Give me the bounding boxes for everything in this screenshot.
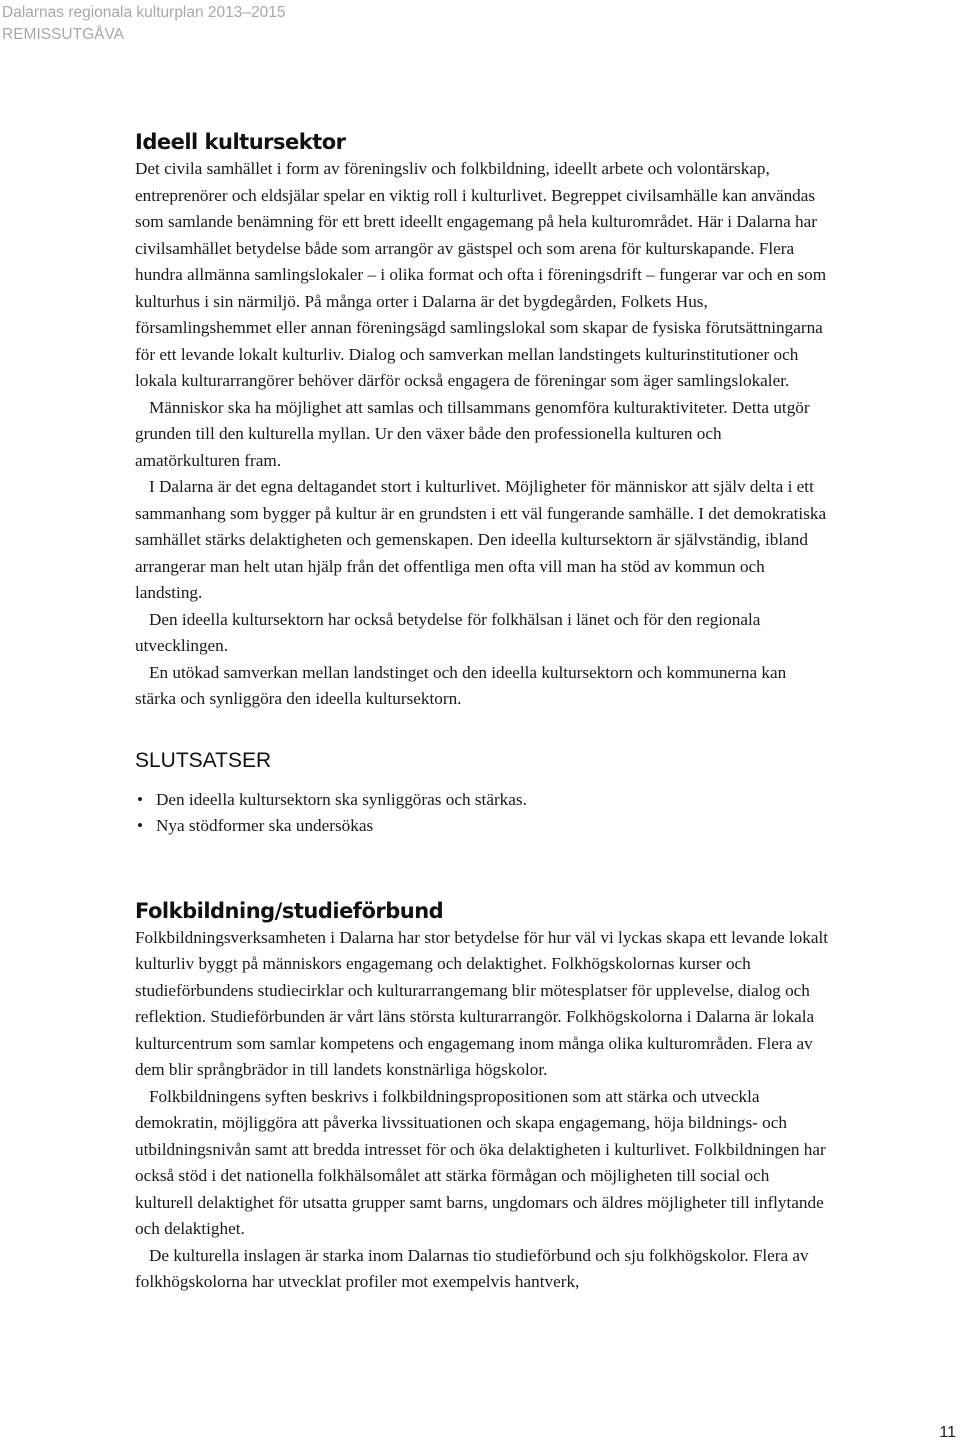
list-item-text: Den ideella kultursektorn ska synliggöras och stärkas.: [156, 789, 527, 809]
body-paragraph: I Dalarna är det egna deltagandet stort i kulturlivet. Möjligheter för människor att själv delta i ett sammanhang som bygger på kultur är en grundsten i ett väl fungerande samhälle. I det demokratiska samhället stärks delaktigheten och gemenskapen. Den ideella kultursektorn är självständig, ibland arrangerar man helt utan hjälp från det offentliga men ofta vill man ha stöd av kommun och landsting.: [135, 477, 827, 602]
conclusions-list: [135, 787, 829, 840]
bullet-icon: •: [137, 816, 144, 835]
conclusions: [135, 747, 829, 840]
body-paragraph: De kulturella inslagen är starka inom Dalarnas tio studieförbund och sju folkhögskolor. Flera av folkhögskolorna har utvecklat profiler mot exempelvis hantverk,: [135, 1245, 809, 1291]
section-heading: Ideell kultursektor: [135, 130, 346, 154]
body-paragraph: Den ideella kultursektorn har också betydelse för folkhälsan i länet och för den regionala utvecklingen.: [135, 609, 761, 655]
page-content: [135, 128, 829, 1296]
body-paragraph: En utökad samverkan mellan landstinget och den ideella kultursektorn och kommunerna kan stärka och synliggöra den ideella kultursektorn.: [135, 662, 787, 708]
section-heading: Folkbildning/studieförbund: [135, 898, 444, 923]
page-number: 11: [939, 1424, 956, 1441]
bullet-icon: •: [137, 789, 144, 809]
document-title: Dalarnas regionala kulturplan 2013–2015: [2, 4, 286, 21]
conclusions-heading: SLUTSATSER: [135, 748, 272, 772]
section-ideell-kultursektor: [135, 128, 829, 713]
body-paragraph: Folkbildningens syften beskrivs i folkbildningspropositionen som att stärka och utveckla demokratin, möjliggöra att påverka livssituationen och skapa engagemang, höja bildnings- och utbildningsnivån samt att bredda intresset för och öka delaktigheten i kulturlivet. Folkbildningen har också stöd i det nationella folkhälsomålet att stärka förmågan och möjligheten till social och kulturell delaktighet för utsatta grupper samt barns, ungdomars och äldres möjligheter till inflytande och delaktighet.: [135, 1086, 826, 1238]
body-paragraph: Folkbildningsverksamheten i Dalarna har stor betydelse för hur väl vi lyckas skapa ett levande lokalt kulturliv byggt på människors engagemang och delaktighet. Folkhögskolornas kurser och studieförbundens studiecirklar och kulturarrangemang blir mötesplatser för upplevelse, dialog och reflektion. Studieförbunden är vårt läns största kulturarrangör. Folkhögskolorna i Dalarna är lokala kulturcentrum som samlar kompetens och engagemang inom många olika kulturområden. Flera av dem blir språngbrädor in till landets konstnärliga högskolor.: [135, 927, 829, 1079]
body-paragraph: Det civila samhället i form av föreningsliv och folkbildning, ideellt arbete och volontärskap, entreprenörer och eldsjälar spelar en viktig roll i kulturlivet. Begreppet civilsamhälle kan användas som samlande benämning för ett brett ideellt engagemang på hela kulturområdet. Här i Dalarna har civilsamhället betydelse både som arrangör av gästspel och som arena för kulturskapande. Flera hundra allmänna samlingslokaler – i olika format och ofta i föreningsdrift – fungerar var och en som kulturhus i sin närmiljö. På många orter i Dalarna är det bygdegården, Folkets Hus, församlingshemmet eller annan föreningsägd samlingslokal som skapar de fysiska förutsättningarna för ett levande lokalt kulturliv. Dialog och samverkan mellan landstingets kulturinstitutioner och lokala kulturarrangörer behöver därför också engagera de föreningar som äger samlingslokaler.: [135, 159, 827, 390]
section-folkbildning: [135, 897, 829, 1296]
list-item: [135, 813, 829, 840]
body-paragraph: Människor ska ha möjlighet att samlas och tillsammans genomföra kulturaktiviteter. Detta utgör grunden till den kulturella myllan. Ur den växer både den professionella kulturen och amatörkulturen fram.: [135, 397, 810, 470]
list-item-text: Nya stödformer ska undersökas: [156, 816, 374, 835]
edition-label: REMISSUTGÅVA: [2, 26, 125, 43]
running-header: [2, 2, 286, 46]
list-item: [135, 787, 829, 814]
